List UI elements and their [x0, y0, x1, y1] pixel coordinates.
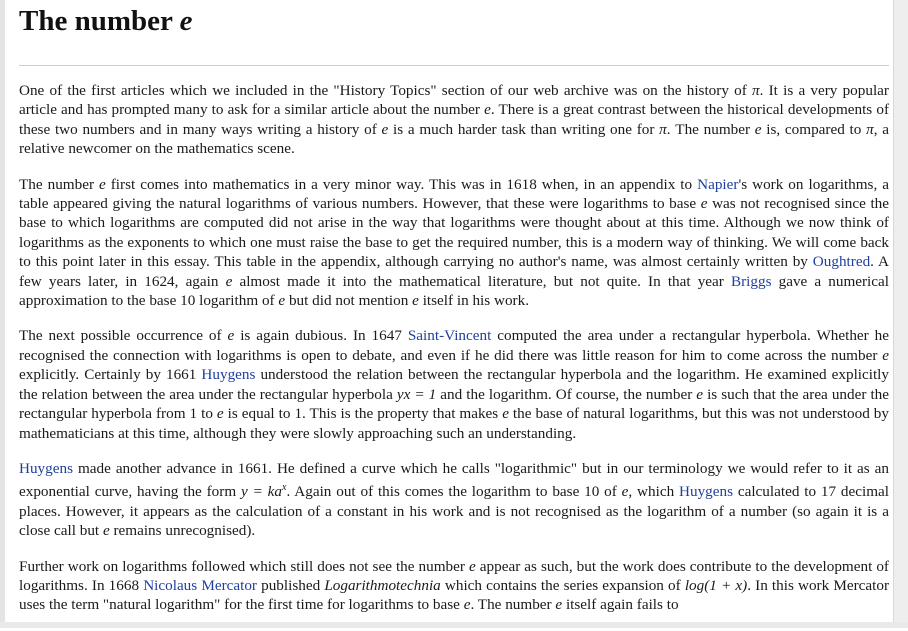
equation-hyperbola: yx = 1 [396, 385, 437, 403]
link-saint-vincent[interactable]: Saint-Vincent [407, 327, 492, 345]
equation-log-series: log(1 + x) [684, 577, 748, 594]
scrollbar-track[interactable] [893, 0, 908, 628]
title-divider [19, 65, 889, 66]
paragraph-2: The number e first comes into mathematics in a very minor way. This was in 1618 when, in an appendix to Napier's work on logarithms, a table appeared giving the natural logarithms of various numbers. However, that these were logarithms to base e was not recognised since the base to which logarithms are computed did not arise in the way that logarithms were thought about at this time. Although we now think of logarithms as the exponents to which one must raise the base to get the required number, this is a modern way of thinking. We will come back to this point later in this essay. This table in the appendix, although carrying no author's name, was almost certainly written by Oughtred. A few years later, in 1624, again e almost made it into the mathematical literature, but not quite. In that year Briggs gave a numerical approximation to the base 10 logarithm of e but did not mention e itself in his work. [19, 175, 889, 310]
article-body [19, 81, 889, 615]
title-text: The number [19, 5, 180, 37]
link-briggs[interactable]: Briggs [730, 272, 772, 290]
paragraph-5: Further work on logarithms followed which still does not see the number e appear as such, but the work does contribute to the development of logarithms. In 1668 Nicolaus Mercator published Logarithmotechnia which contains the series expansion of log(1 + x). In this work Mercator uses the term "natural logarithm" for the first time for logarithms to base e. The number e itself again fails to [19, 557, 890, 614]
paragraph-4: Huygens made another advance in 1661. He defined a curve which he calls "logarithmic" but in our terminology we would refer to it as an exponential curve, having the form $y = ka^x$. Again out of this comes the logarithm to base 10 of e, which Huygens calculated to 17 decimal places. However, it appears as the calculation of a constant in his work and is not recognised as the logarithm of a number (so again it is a close call but e remains unrecognised). [19, 459, 889, 540]
paragraph-3: The next possible occurrence of e is again dubious. In 1647 Saint-Vincent computed the area under a rectangular hyperbola. Whether he recognised the connection with logarithms is open to debate, and even if he did there was little reason for him to come across the number e explicitly. Certainly by 1661 Huygens understood the relation between the rectangular hyperbola and the logarithm. He examined explicitly the relation between the area under the rectangular hyperbola yx = 1 and the logarithm. Of course, the number e is such that the area under the rectangular hyperbola from 1 to e is equal to 1. This is the property that makes e the base of natural logarithms, but this was not understood by mathematicians at this time, although they were slowly approaching such an understanding. [19, 327, 890, 442]
link-oughtred[interactable]: Oughtred [812, 253, 871, 271]
link-huygens-3[interactable]: Huygens [679, 483, 734, 501]
article-page [19, 0, 889, 631]
paragraph-1: One of the first articles which we included in the "History Topics" section of our web archive was on the history of π. It is a very popular article and has prompted many to ask for a similar article about the number e. There is a great contrast between the historical developments of these two numbers and in many ways writing a history of e is a much harder task than writing one for π. The number e is, compared to π, a relative newcomer on the mathematics scene. [19, 82, 889, 158]
book-title: Logarithmotechnia [324, 577, 441, 594]
window-left-edge [0, 0, 5, 628]
link-napier[interactable]: Napier [697, 175, 739, 193]
page-title [19, 4, 889, 38]
window-bottom-edge [0, 622, 908, 628]
title-variable: e [179, 5, 193, 37]
link-nicolaus-mercator[interactable]: Nicolaus Mercator [143, 577, 257, 594]
link-huygens-2[interactable]: Huygens [19, 459, 73, 477]
link-huygens[interactable]: Huygens [201, 366, 256, 384]
equation-exponential: $y = ka^x$ [241, 482, 287, 501]
